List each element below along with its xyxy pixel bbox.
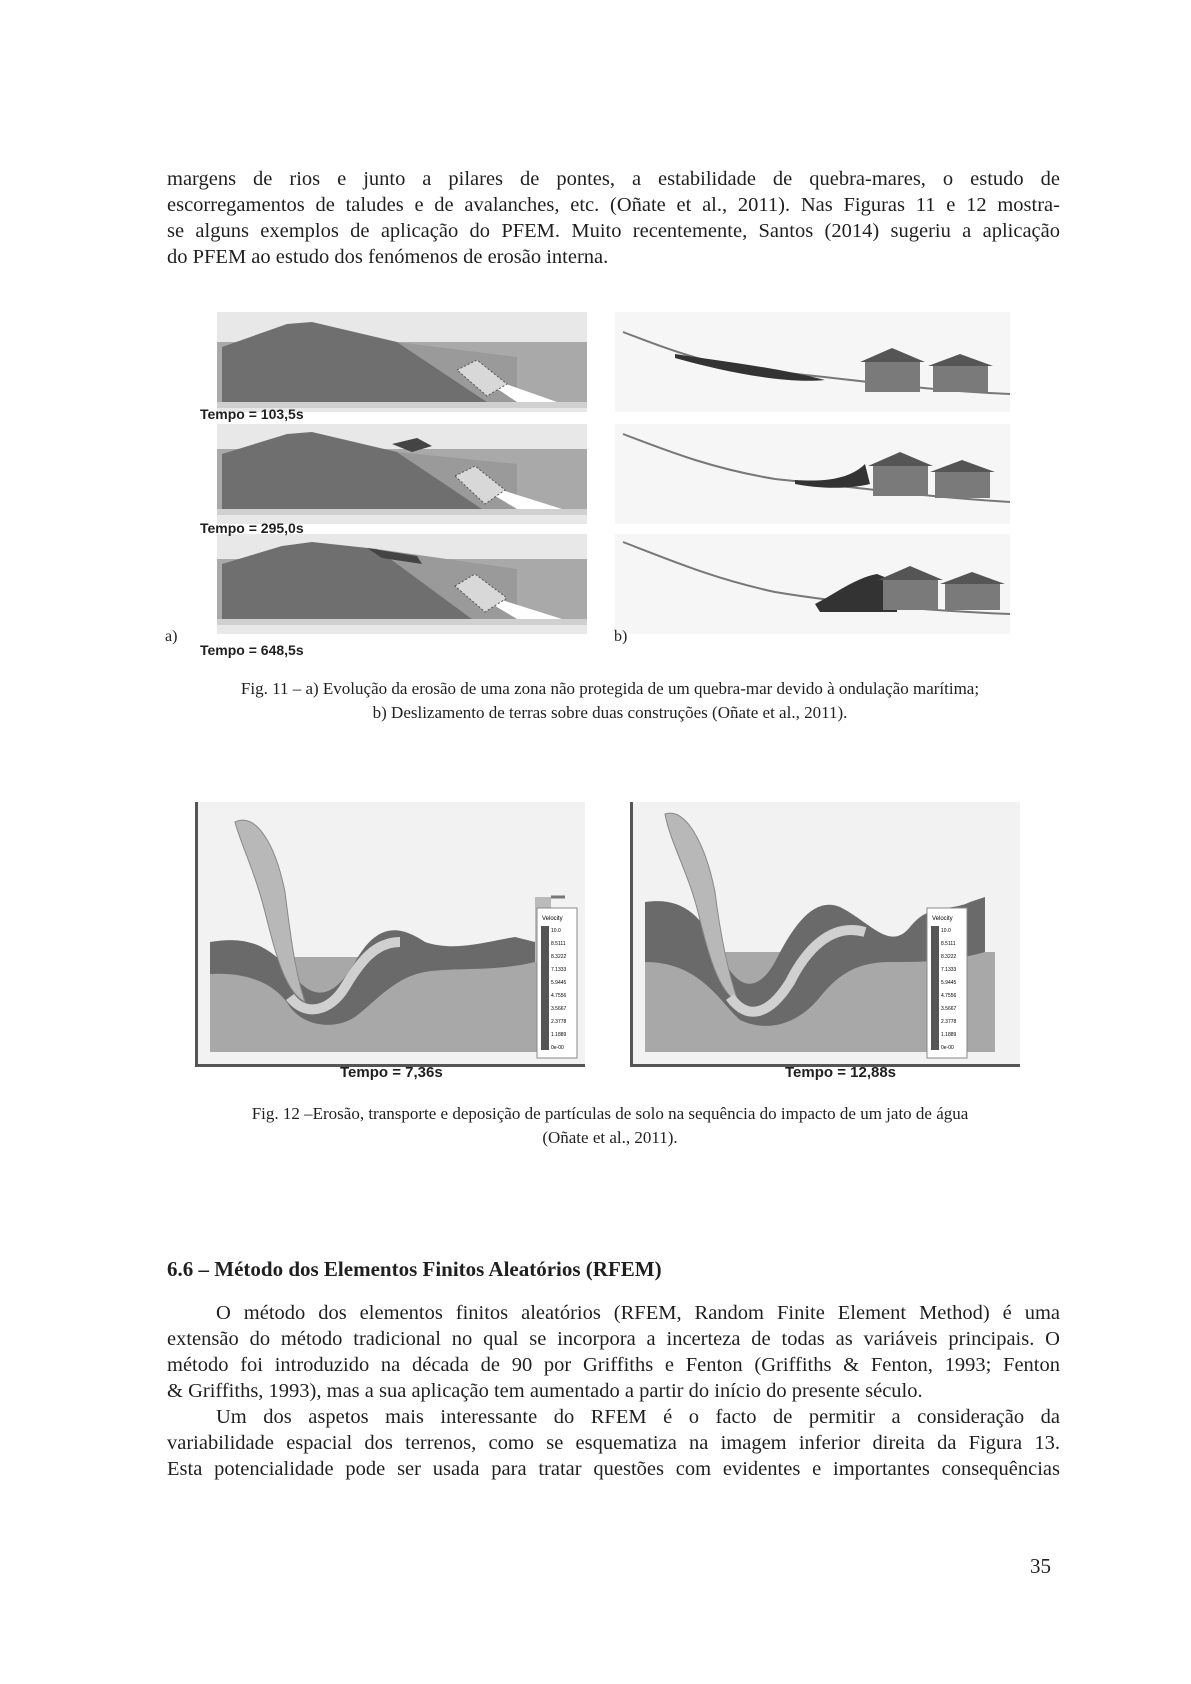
breakwater-snapshot (217, 312, 587, 412)
legend-value: 8.3222 (941, 954, 957, 960)
figure-12-graphic (185, 798, 1045, 1086)
legend-value: 3.5667 (941, 1006, 957, 1012)
legend-value: 1.1889 (551, 1032, 567, 1038)
time-label-left: Tempo = 7,36s (340, 1064, 443, 1081)
section-heading: 6.6 – Método dos Elementos Finitos Aleatórios (RFEM) (167, 1257, 662, 1281)
erosion-plot-left (195, 802, 585, 1067)
text-line: método foi introduzido na década de 90 por Griffiths e Fenton (Griffiths & Fenton, 1993; Fenton (167, 1354, 1060, 1376)
legend-value: 3.5667 (551, 1006, 567, 1012)
time-label: Tempo = 295,0s (200, 520, 304, 536)
legend-value: 5.9445 (551, 980, 567, 986)
legend-value: 2.3778 (941, 1019, 957, 1025)
figure-11-graphic (160, 308, 1030, 660)
legend-value: 5.9445 (941, 980, 957, 986)
legend-value: 4.7556 (551, 993, 567, 999)
legend-value: 4.7556 (941, 993, 957, 999)
caption-line: Fig. 11 – a) Evolução da erosão de uma zona não protegida de um quebra-mar devido à ondulação marítima; (240, 679, 980, 698)
legend-value: 7.1333 (941, 967, 957, 973)
text-line: & Griffiths, 1993), mas a sua aplicação tem aumentado a partir do início do presente século. (167, 1380, 923, 1402)
legend-value: 7.1333 (551, 967, 567, 973)
rfem-paragraph-1 (167, 1300, 1060, 1404)
breakwater-snapshot (217, 424, 587, 524)
legend-value: 10.0 (551, 928, 561, 934)
intro-paragraph (167, 166, 1060, 270)
landslide-snapshot (615, 312, 1010, 412)
legend-title: Velocity (542, 916, 563, 922)
text-line: Esta potencialidade pode ser usada para tratar questões com evidentes e importantes consequências (167, 1458, 1060, 1480)
text-line: se alguns exemplos de aplicação do PFEM. Muito recentemente, Santos (2014) sugeriu a aplicação (167, 220, 1060, 242)
panel-label-b: b) (614, 628, 628, 645)
legend-value: 8.5111 (551, 941, 566, 947)
legend-value: 8.3222 (551, 954, 567, 960)
time-label: Tempo = 648,5s (200, 642, 304, 658)
landslide-snapshot (615, 424, 1010, 524)
text-line: O método dos elementos finitos aleatórios (RFEM, Random Finite Element Method) é uma (216, 1302, 1060, 1324)
legend-value: 1.1889 (941, 1032, 957, 1038)
velocity-legend (537, 908, 577, 1058)
caption-line: (Oñate et al., 2011). (542, 1128, 678, 1147)
landslide-snapshot (615, 534, 1010, 634)
text-line: escorregamentos de taludes e de avalanches, etc. (Oñate et al., 2011). Nas Figuras 11 e 12 mostra- (167, 194, 1060, 216)
time-label: Tempo = 103,5s (200, 406, 304, 422)
velocity-legend (927, 908, 967, 1058)
time-label-right: Tempo = 12,88s (785, 1064, 897, 1081)
legend-value: 2.3778 (551, 1019, 567, 1025)
legend-value: 0e-00 (551, 1045, 564, 1051)
breakwater-snapshot (217, 534, 587, 634)
legend-value: 0e-00 (941, 1045, 954, 1051)
legend-value: 8.5111 (941, 941, 956, 947)
text-line: do PFEM ao estudo dos fenómenos de erosão interna. (167, 246, 609, 268)
figure-12 (185, 798, 1045, 1086)
caption-line: Fig. 12 –Erosão, transporte e deposição de partículas de solo na sequência do impacto de um jato de água (251, 1104, 969, 1123)
legend-title: Velocity (932, 916, 953, 922)
text-line: extensão do método tradicional no qual se incorpora a incerteza de todas as variáveis principais. O (167, 1328, 1060, 1350)
figure-11 (160, 308, 1030, 660)
legend-value: 10.0 (941, 928, 951, 934)
figure-11-caption (150, 677, 1070, 725)
page-number: 35 (1030, 1554, 1051, 1578)
text-line: variabilidade espacial dos terrenos, como se esquematiza na imagem inferior direita da Figura 13. (167, 1432, 1060, 1454)
figure-12-caption (150, 1102, 1070, 1150)
text-line: margens de rios e junto a pilares de pontes, a estabilidade de quebra-mares, o estudo de (167, 168, 1060, 190)
text-line: Um dos aspetos mais interessante do RFEM é o facto de permitir a consideração da (216, 1406, 1060, 1428)
panel-label-a: a) (165, 628, 178, 645)
caption-line: b) Deslizamento de terras sobre duas construções (Oñate et al., 2011). (372, 703, 848, 722)
rfem-paragraph-2 (167, 1404, 1060, 1482)
